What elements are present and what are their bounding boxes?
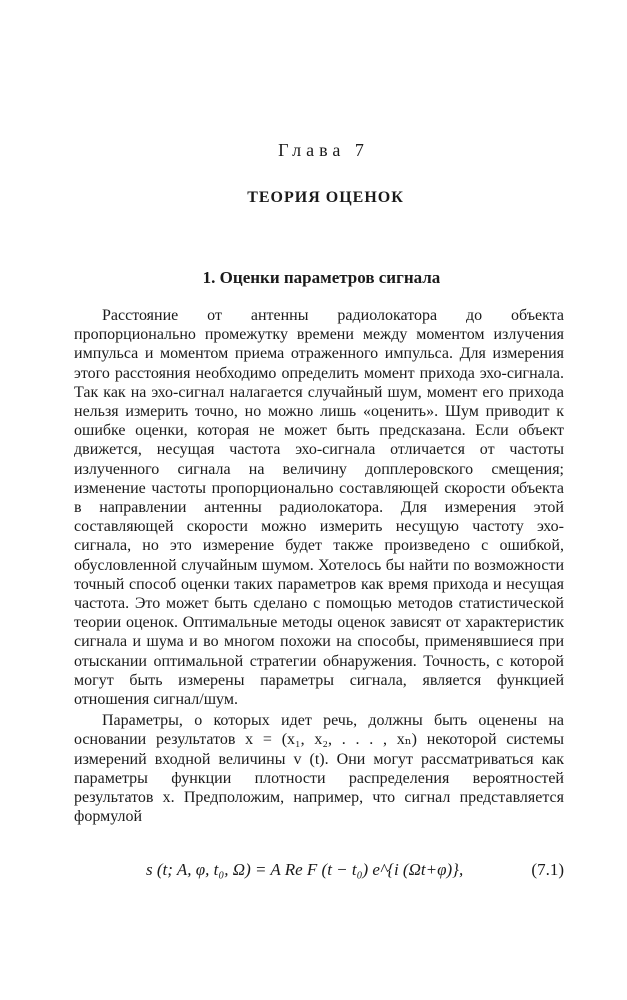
paragraph-1: Расстояние от антенны радиолокатора до объекта пропорционально промежутку времени между моментом излучения импульса и моментом приема отраженного импульса. Для измерения этого расстояния необходимо определить момент прихода эхо-сигнала. Так как на эхо-сигнал налагается случайный шум, момент его прихода нельзя измерить точно, но можно лишь «оценить». Шум приводит к ошибке оценки, которая не может быть предсказана. Если объект движется, несущая частота эхо-сигнала отличается от частоты излученного сигнала на величину допплеровского смещения; изменение частоты пропорционально составляющей скорости объекта в направлении антенны радиолокатора. Для измерения этой составляющей скорости можно измерить несущую частоту эхо-сигнала, но это измерение будет также произведено с ошибкой, обусловленной случайным шумом. Хотелось бы найти по возможности точный способ оценки таких параметров как время прихода и несущая частота. Это может быть сделано с помощью методов статистической теории оценок. Оптимальные методы оценок зависят от характеристик сигнала и шума и во многом похожи на способы, применявшиеся при отыскании оптимальной стратегии обнаружения. Точность, с которой могут быть измерены параметры сигнала, является функцией отношения сигнал/шум.	[74, 307, 564, 709]
equation-number: (7.1)	[531, 860, 564, 879]
body-text	[74, 306, 564, 826]
chapter-title: ТЕОРИЯ ОЦЕНОК	[247, 189, 404, 206]
chapter-label: Глава 7	[278, 140, 369, 160]
section-heading: 1. Оценки параметров сигнала	[202, 268, 441, 287]
paragraph-2: Параметры, о которых идет речь, должны быть оценены на основании результатов x = (x₁, x₂, . . . , xₙ) некоторой системы измерений входной величины v (t). Они могут рассматриваться как параметры функции плотности распределения вероятностей результатов x. Предположим, например, что сигнал представляется формулой	[74, 712, 564, 826]
equation-expression: s (t; A, φ, t₀, Ω) = A Re F (t − t₀) e^{i (Ωt+φ)},	[146, 860, 464, 879]
equation-7-1	[74, 860, 564, 882]
